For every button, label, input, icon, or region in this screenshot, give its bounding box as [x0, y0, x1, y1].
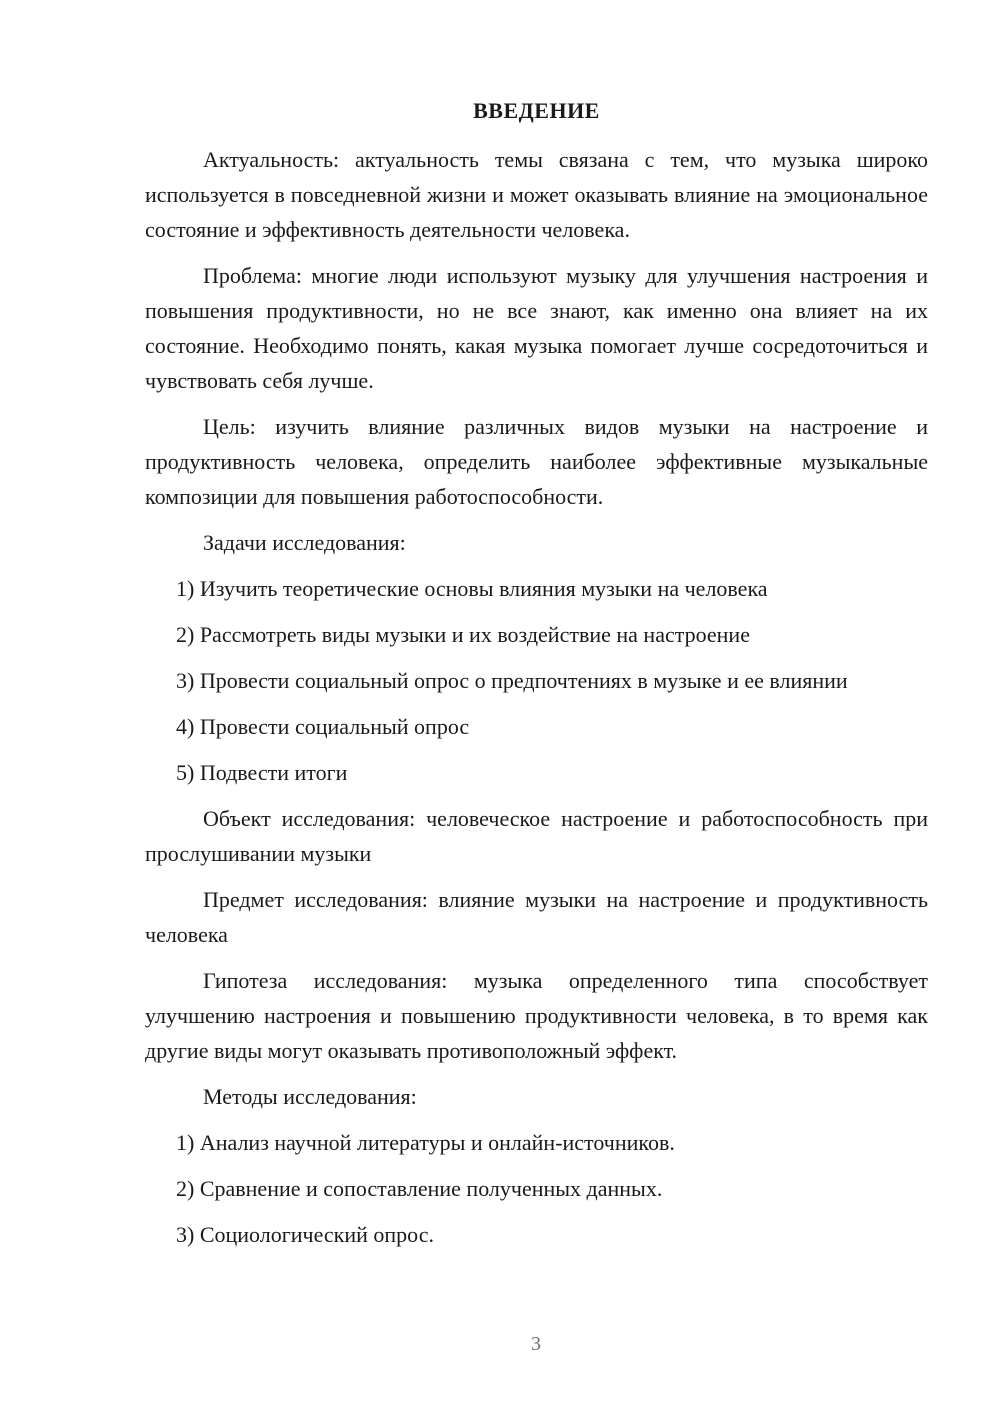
- task-item: 3) Провести социальный опрос о предпочтениях в музыке и ее влиянии: [176, 668, 848, 693]
- problem-paragraph: Проблема: многие люди используют музыку для улучшения настроения и повышения продуктивности, но не все знают, как именно она влияет на их состояние. Необходимо понять, какая музыка помогает лучше сосредоточиться и чувствовать себя лучше.: [145, 263, 928, 393]
- tasks-heading: Задачи исследования:: [203, 530, 406, 555]
- task-item: 2) Рассмотреть виды музыки и их воздействие на настроение: [176, 622, 750, 647]
- method-item: 2) Сравнение и сопоставление полученных данных.: [176, 1176, 663, 1201]
- object-paragraph: Объект исследования: человеческое настроение и работоспособность при прослушивании музыки: [145, 806, 928, 866]
- method-item: 1) Анализ научной литературы и онлайн-источников.: [176, 1130, 675, 1155]
- relevance-paragraph: Актуальность: актуальность темы связана с тем, что музыка широко используется в повседневной жизни и может оказывать влияние на эмоциональное состояние и эффективность деятельности человека.: [145, 147, 928, 242]
- subject-paragraph: Предмет исследования: влияние музыки на настроение и продуктивность человека: [145, 887, 928, 947]
- hypothesis-paragraph: Гипотеза исследования: музыка определенного типа способствует улучшению настроения и повышению продуктивности человека, в то время как другие виды могут оказывать противоположный эффект.: [145, 968, 928, 1063]
- task-item: 4) Провести социальный опрос: [176, 714, 470, 739]
- task-item: 5) Подвести итоги: [176, 760, 348, 785]
- methods-heading: Методы исследования:: [203, 1084, 417, 1109]
- goal-paragraph: Цель: изучить влияние различных видов музыки на настроение и продуктивность человека, определить наиболее эффективные музыкальные композиции для повышения работоспособности.: [145, 414, 928, 509]
- introduction-body: [145, 142, 928, 1263]
- method-item: 3) Социологический опрос.: [176, 1222, 434, 1247]
- task-item: 1) Изучить теоретические основы влияния музыки на человека: [176, 576, 768, 601]
- section-heading: ВВЕДЕНИЕ: [473, 98, 600, 123]
- page-number: 3: [531, 1333, 541, 1355]
